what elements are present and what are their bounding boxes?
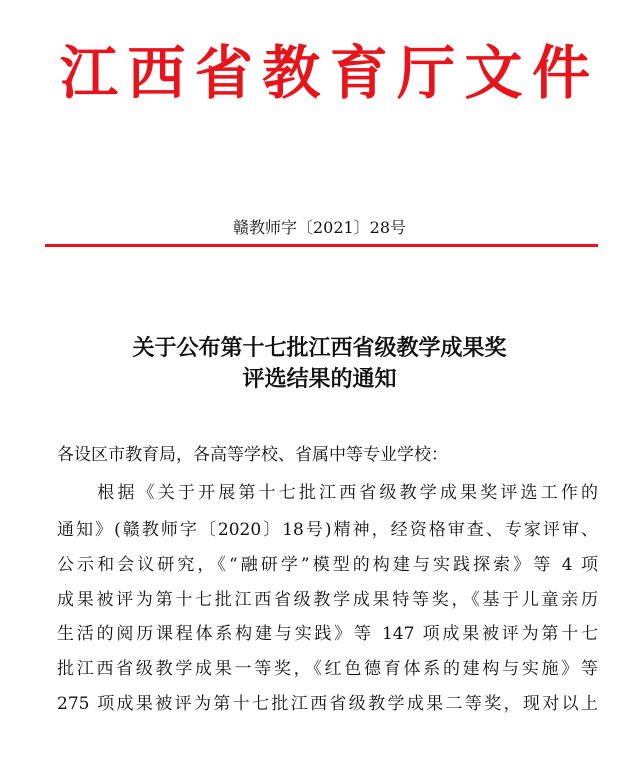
- body-line: 批江西省级教学成果一等奖，《红色德育体系的建构与实施》等: [57, 659, 598, 679]
- body-line: 275 项成果被评为第十七批江西省级教学成果二等奖，现对以上: [57, 694, 598, 714]
- body-line: 成果被评为第十七批江西省级教学成果特等奖，《基于儿童亲历: [57, 590, 598, 610]
- notice-heading-line-2: 评选结果的通知: [242, 366, 397, 392]
- salutation: 各设区市教育局，各高等学校、省属中等专业学校：: [57, 445, 448, 465]
- body-line: 公示和会议研究，《“融研学”模型的构建与实践探索》等 4 项: [57, 555, 598, 575]
- document-number: 赣教师字〔2021〕28号: [232, 218, 407, 237]
- red-divider: [45, 244, 598, 247]
- body-line: 根据《关于开展第十七批江西省级教学成果奖评选工作的: [57, 483, 598, 503]
- body-line: 生活的阅历课程体系构建与实践》等 147 项成果被评为第十七: [57, 624, 598, 644]
- notice-heading-line-1: 关于公布第十七批江西省级教学成果奖: [132, 335, 507, 361]
- document-title: 江西省教育厅文件: [60, 39, 590, 107]
- body-line: 通知》(赣教师字〔2020〕18号)精神，经资格审查、专家评审、: [57, 520, 598, 540]
